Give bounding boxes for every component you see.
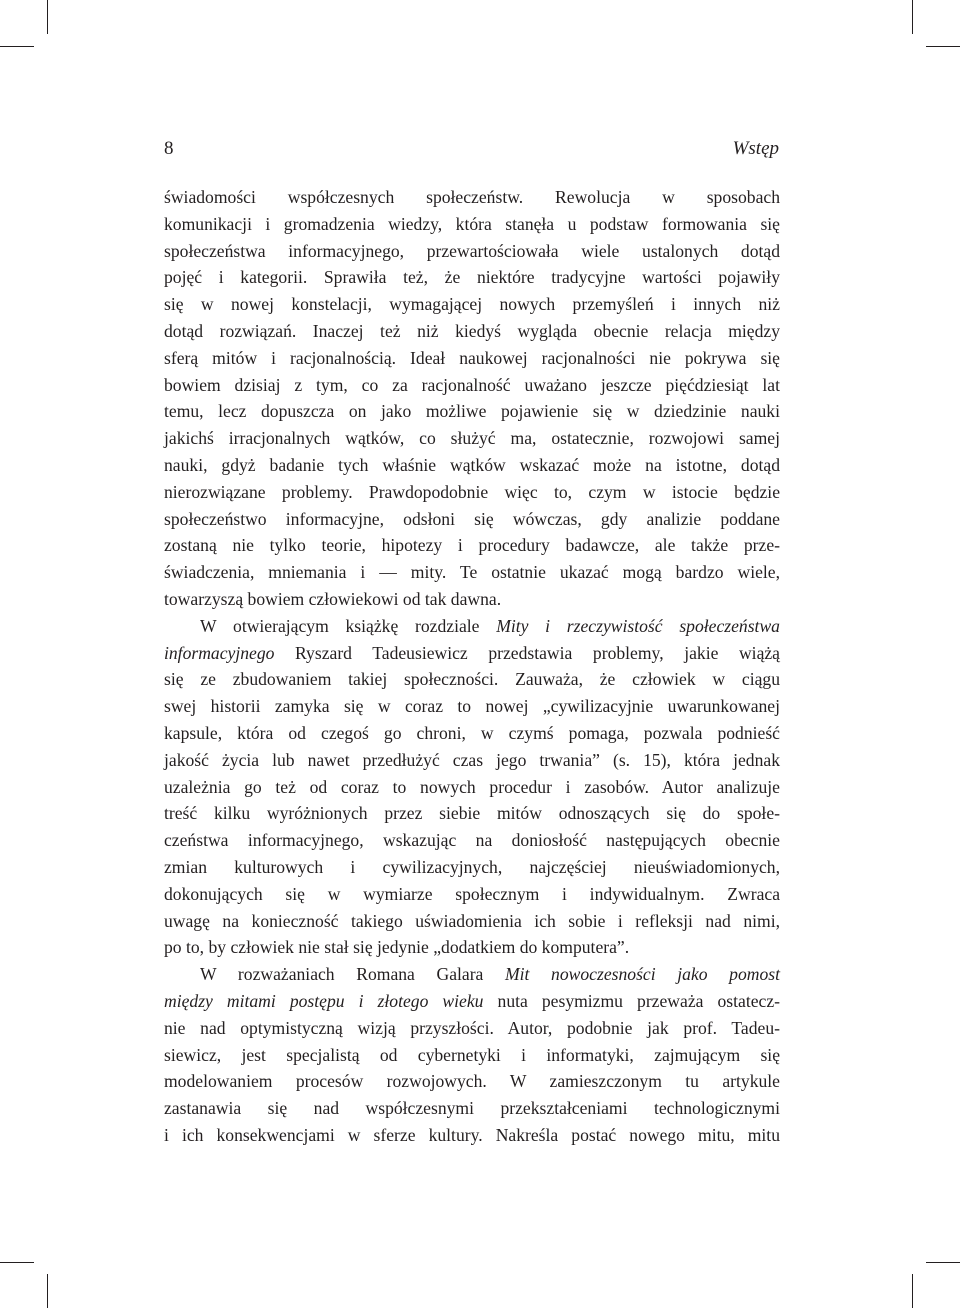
text-run: nuta pesymizmu przeważa ostatecz- [483, 990, 780, 1011]
italic-title: Mit nowoczesności jako pomost [505, 964, 781, 985]
text-line: świadczenia, mniemania i — mity. Te ostatnie ukazać mogą bardzo wiele, [164, 562, 780, 583]
text-line: społeczeństwo informacyjne, odsłoni się wówczas, gdy analizie poddane [164, 508, 780, 529]
text-line [164, 961, 780, 988]
text-run: W rozważaniach Romana Galara [200, 964, 505, 985]
page-number: 8 [164, 138, 174, 159]
crop-mark-top-right-vertical [912, 0, 913, 34]
text-line: społeczeństwa informacyjnego, przewartościowała wiele ustalonych dotąd [164, 240, 780, 261]
text-line: czeństwa informacyjnego, wskazując na doniosłość następujących obecnie [164, 830, 780, 851]
text-line: siewicz, jest specjalistą od cybernetyki i informatyki, zajmującym się [164, 1044, 780, 1065]
text-line: i ich konsekwencjami w sferze kultury. Nakreśla postać nowego mitu, mitu [164, 1124, 780, 1145]
italic-title: między mitami postępu i złotego wieku [164, 990, 484, 1011]
crop-mark-bottom-right-horizontal [926, 1262, 960, 1263]
crop-mark-top-right-horizontal [926, 46, 960, 47]
text-line: nierozwiązane problemy. Prawdopodobnie więc to, czym w istocie będzie [164, 481, 780, 502]
text-line: jakość życia lub nawet przedłużyć czas jego trwania” (s. 15), która jednak [164, 749, 780, 770]
text-run: Ryszard Tadeusiewicz przedstawia problemy, jakie wiążą [274, 642, 780, 663]
text-line: temu, lecz dopuszcza on jako możliwe pojawienie się w dziedzinie nauki [164, 401, 780, 422]
crop-mark-bottom-left-horizontal [0, 1262, 34, 1263]
text-line: sferą mitów i racjonalnością. Ideał naukowej racjonalności nie pokrywa się [164, 347, 780, 368]
text-line: pojęć i kategorii. Sprawiła też, że niektóre tradycyjne wartości pojawiły [164, 267, 780, 288]
text-line [164, 988, 780, 1015]
text-line: kapsule, która od czegoś go chroni, w czymś pomaga, pozwala podnieść [164, 722, 780, 743]
text-line: treść kilku wyróżnionych przez siebie mitów odnoszących się do społe- [164, 803, 780, 824]
text-line: uwagę na konieczność takiego uświadomienia ich sobie i refleksji nad nimi, [164, 910, 780, 931]
crop-mark-top-left-horizontal [0, 46, 34, 47]
crop-mark-bottom-right-vertical [912, 1274, 913, 1308]
italic-title: informacyjnego [164, 642, 275, 663]
text-run: W otwierającym książkę rozdziale [200, 615, 497, 636]
text-line: zostaną nie tylko teorie, hipotezy i procedury badawcze, ale także prze- [164, 535, 780, 556]
text-line: po to, by człowiek nie stał się jedynie „dodatkiem do komputera”. [164, 937, 630, 958]
text-line: świadomości współczesnych społeczeństw. Rewolucja w sposobach [164, 187, 780, 207]
italic-title: Mity i rzeczywistość społeczeństwa [496, 615, 780, 636]
text-line: towarzyszą bowiem człowiekowi od tak dawna. [164, 588, 502, 609]
text-line: zmian kulturowych i cywilizacyjnych, najczęściej nieuświadomionych, [164, 856, 780, 877]
text-line: zastanawia się nad współczesnymi przekształceniami technologicznymi [164, 1098, 780, 1119]
text-line: bowiem dzisiaj z tym, co za racjonalność uważano jeszcze pięćdziesiąt lat [164, 374, 780, 395]
text-line: nauki, gdyż badanie tych właśnie wątków wskazać może na istotne, dotąd [164, 454, 780, 475]
crop-mark-bottom-left-vertical [47, 1274, 48, 1308]
body-text [164, 184, 780, 1149]
text-line: dotąd rozwiązań. Inaczej też niż kiedyś wygląda obecnie relacja między [164, 320, 780, 341]
text-line: się w nowej konstelacji, wymagającej nowych przemyśleń i innych niż [164, 294, 780, 315]
text-line: dokonujących się w wymiarze społecznym i indywidualnym. Zwraca [164, 883, 780, 904]
text-line: uzależnia go też od coraz to nowych procedur i zasobów. Autor analizuje [164, 776, 780, 797]
text-line: jakichś irracjonalnych wątków, co służyć ma, ostatecznie, rozwojowi samej [164, 428, 780, 449]
crop-mark-top-left-vertical [47, 0, 48, 34]
text-line: się ze zbudowaniem takiej społeczności. Zauważa, że człowiek w ciągu [164, 669, 780, 690]
text-line: komunikacji i gromadzenia wiedzy, która stanęła u podstaw formowania się [164, 213, 780, 234]
text-line [164, 640, 780, 667]
text-line: nie nad optymistyczną wizją przyszłości. Autor, podobnie jak prof. Tadeu- [164, 1017, 780, 1038]
text-line [164, 613, 780, 640]
text-line: modelowaniem procesów rozwojowych. W zamieszczonym tu artykule [164, 1071, 780, 1092]
text-line: swej historii zamyka się w coraz to nowej „cywilizacyjnie uwarunkowanej [164, 696, 780, 717]
running-head: Wstęp [732, 138, 779, 159]
